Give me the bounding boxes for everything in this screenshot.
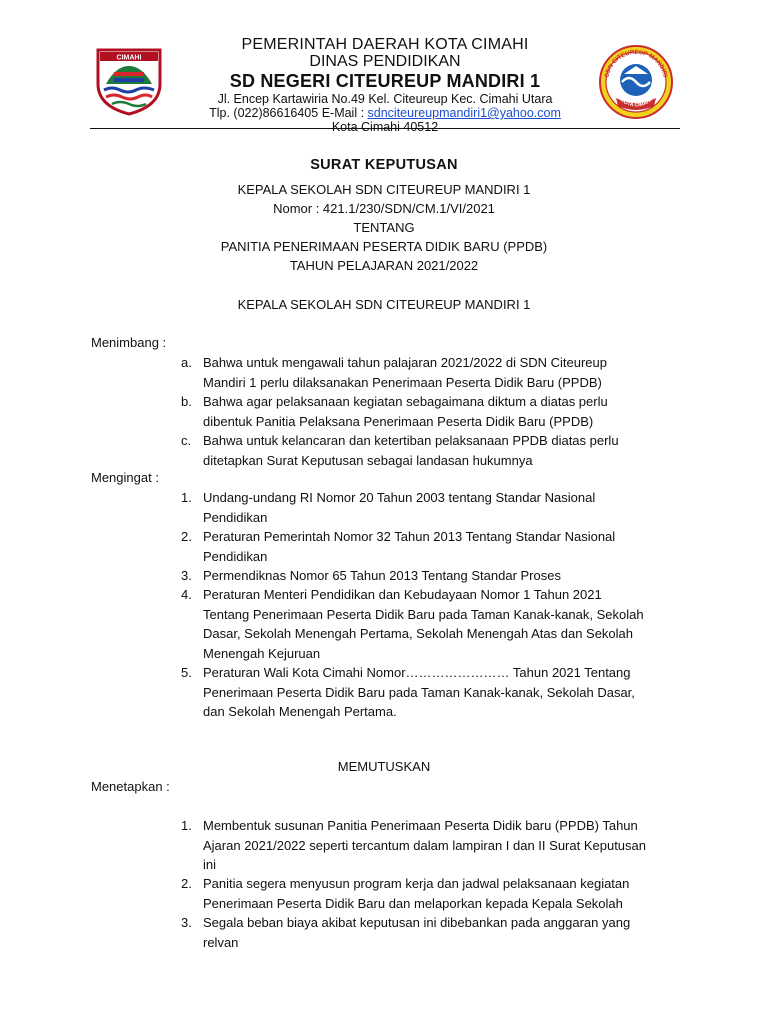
title-line-1: KEPALA SEKOLAH SDN CITEUREUP MANDIRI 1 — [237, 182, 531, 197]
item-text: Bahwa agar pelaksanaan kegiatan sebagaimana diktum a diatas perlu — [203, 394, 608, 409]
school-seal-logo — [596, 44, 676, 120]
item-text: Pendidikan — [203, 548, 268, 564]
item-text: dibentuk Panitia Pelaksana Penerimaan Peserta Didik Baru (PPDB) — [203, 413, 594, 429]
item-text: Panitia segera menyusun program kerja dan jadwal pelaksanaan kegiatan — [203, 876, 630, 891]
logo-right-text-top: SDN CITEUREUP MANDIRI — [603, 48, 669, 78]
item-marker: 2. — [181, 876, 192, 891]
item-marker: 3. — [181, 568, 192, 583]
item-marker: 2. — [181, 529, 192, 544]
title-subject: PANITIA PENERIMAAN PESERTA DIDIK BARU (PPDB) — [220, 239, 548, 254]
school-city: Kota Cimahi 40512 — [331, 120, 439, 134]
letterhead — [160, 36, 610, 134]
title-year: TAHUN PELAJARAN 2021/2022 — [289, 258, 479, 273]
item-marker: 3. — [181, 915, 192, 930]
item-text: Penerimaan Peserta Didik Baru dan melaporkan kepada Kepala Sekolah — [203, 895, 623, 911]
mengingat-label: Mengingat : — [91, 470, 159, 485]
item-text: dan Sekolah Menengah Pertama. — [203, 704, 397, 719]
phone-text: Tlp. (022)86616405 E-Mail : — [209, 106, 368, 120]
mengingat-item — [181, 663, 681, 722]
menetapkan-item — [181, 874, 681, 913]
cimahi-city-logo — [92, 44, 166, 116]
school-name: SD NEGERI CITEUREUP MANDIRI 1 — [229, 71, 541, 91]
government-name: PEMERINTAH DAERAH KOTA CIMAHI — [241, 36, 529, 53]
item-text: Peraturan Wali Kota Cimahi Nomor…………………… Tahun 2021 Tentang — [203, 665, 631, 680]
item-text: Tentang Penerimaan Peserta Didik Baru pada Taman Kanak-kanak, Sekolah — [203, 606, 644, 622]
menetapkan-item — [181, 913, 681, 952]
school-address: Jl. Encep Kartawiria No.49 Kel. Citeureup Kec. Cimahi Utara — [217, 92, 553, 106]
item-marker: a. — [181, 355, 192, 370]
item-marker: b. — [181, 394, 192, 409]
mengingat-item — [181, 527, 681, 566]
item-marker: 1. — [181, 818, 192, 833]
menimbang-item — [181, 431, 681, 470]
item-text: Bahwa untuk mengawali tahun palajaran 2021/2022 di SDN Citeureup — [203, 355, 607, 370]
item-text: Menengah Kejuruan — [203, 645, 321, 661]
logo-left-text: CIMAHI — [116, 54, 142, 62]
item-text: Pendidikan — [203, 509, 268, 525]
item-marker: 1. — [181, 490, 192, 505]
item-text: ditetapkan Surat Keputusan sebagai landasan hukumnya — [203, 452, 533, 468]
item-text: relvan — [203, 934, 239, 950]
item-text: Membentuk susunan Panitia Penerimaan Peserta Didik baru (PPDB) Tahun — [203, 818, 638, 833]
mengingat-item — [181, 566, 681, 586]
document-title: SURAT KEPUTUSAN — [310, 157, 458, 173]
title-line-tentang: TENTANG — [353, 220, 415, 235]
title-signatory: KEPALA SEKOLAH SDN CITEUREUP MANDIRI 1 — [237, 297, 531, 312]
department-name: DINAS PENDIDIKAN — [309, 53, 461, 70]
menetapkan-label: Menetapkan : — [91, 779, 170, 794]
email-link[interactable]: sdnciteureupmandiri1@yahoo.com — [367, 106, 561, 120]
item-text: Penerimaan Peserta Didik Baru pada Taman Kanak-kanak, Sekolah Dasar, — [203, 684, 635, 700]
logo-right-text-bottom: KOTA CIMAHI — [619, 97, 653, 109]
mengingat-item — [181, 585, 681, 663]
item-text: Bahwa untuk kelancaran dan ketertiban pelaksanaan PPDB diatas perlu — [203, 433, 619, 448]
menimbang-item — [181, 353, 681, 392]
item-text: Dasar, Sekolah Menengah Pertama, Sekolah Menengah Atas dan Sekolah — [203, 626, 634, 641]
item-text: Peraturan Pemerintah Nomor 32 Tahun 2013 Tentang Standar Nasional — [203, 529, 616, 544]
item-text: Permendiknas Nomor 65 Tahun 2013 Tentang Standar Proses — [203, 568, 561, 583]
item-marker: 4. — [181, 587, 192, 602]
letterhead-divider — [90, 128, 680, 129]
school-contact — [160, 106, 610, 120]
menimbang-item — [181, 392, 681, 431]
item-marker: 5. — [181, 665, 192, 680]
item-marker: c. — [181, 433, 192, 448]
menimbang-label: Menimbang : — [91, 335, 167, 350]
memutuskan-heading: MEMUTUSKAN — [337, 759, 431, 774]
item-text: Peraturan Menteri Pendidikan dan Kebudayaan Nomor 1 Tahun 2021 — [203, 587, 602, 602]
item-text: Ajaran 2021/2022 seperti tercantum dalam lampiran I dan II Surat Keputusan — [203, 837, 646, 853]
mengingat-item — [181, 488, 681, 527]
item-text: Undang-undang RI Nomor 20 Tahun 2003 tentang Standar Nasional — [203, 490, 596, 505]
item-text: ini — [203, 857, 217, 872]
menetapkan-item — [181, 816, 681, 875]
decree-number: Nomor : 421.1/230/SDN/CM.1/VI/2021 — [273, 201, 495, 216]
item-text: Mandiri 1 perlu dilaksanakan Penerimaan Peserta Didik Baru (PPDB) — [203, 374, 602, 390]
item-text: Segala beban biaya akibat keputusan ini dibebankan pada anggaran yang — [203, 915, 631, 930]
